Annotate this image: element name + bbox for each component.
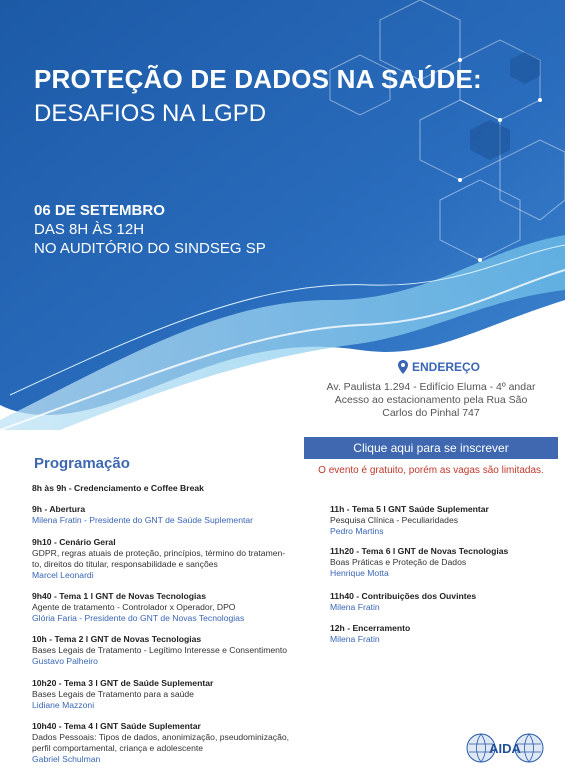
program-item <box>32 634 287 667</box>
program-item-speaker: Milena Fratin <box>330 602 380 612</box>
program-item <box>32 483 204 494</box>
program-item-description: GDPR, regras atuais de proteção, princípios, término do tratamen- <box>32 548 286 558</box>
program-item-heading: 9h10 - Cenário Geral <box>32 537 116 547</box>
program-item-heading: 11h20 - Tema 6 l GNT de Novas Tecnologias <box>330 546 509 556</box>
event-time: DAS 8H ÀS 12H <box>34 221 145 238</box>
program-item-description: perfil comportamental, criança e adolescente <box>32 743 204 753</box>
event-title-line1: PROTEÇÃO DE DADOS NA SAÚDE: <box>34 64 482 94</box>
program-item-description: Agente de tratamento - Controlador x Operador, DPO <box>32 602 236 612</box>
program-item-description: Pesquisa Clínica - Peculiaridades <box>330 515 459 525</box>
address-line: Carlos do Pinhal 747 <box>382 407 480 419</box>
program-item-description: Boas Práticas e Proteção de Dados <box>330 557 467 567</box>
address-heading <box>398 360 480 374</box>
logo-text: AIDA <box>489 741 521 756</box>
address-lines <box>300 381 562 420</box>
program-item <box>32 591 244 624</box>
program-item-description: Bases Legais de Tratamento - Legítimo Interesse e Consentimento <box>32 645 288 655</box>
program-item-speaker: Lidiane Mazzoni <box>32 700 95 710</box>
program-item-heading: 11h40 - Contribuições dos Ouvintes <box>330 591 477 601</box>
program-item-speaker: Glória Faria - Presidente do GNT de Novas Tecnologias <box>32 613 245 623</box>
map-pin-icon <box>398 360 408 374</box>
program-item-heading: 11h - Tema 5 l GNT Saúde Suplementar <box>330 504 489 514</box>
program-title: Programação <box>34 455 130 472</box>
free-event-note: O evento é gratuito, porém as vagas são limitadas. <box>318 465 544 476</box>
program-item <box>32 678 213 711</box>
program-item <box>32 537 285 581</box>
program-item <box>32 504 253 526</box>
program-item-speaker: Gustavo Palheiro <box>32 656 98 666</box>
aida-logo <box>466 730 544 766</box>
program-item-speaker: Gabriel Schulman <box>32 754 101 764</box>
event-title-line2: DESAFIOS NA LGPD <box>34 100 267 127</box>
address-line: Av. Paulista 1.294 - Edifício Eluma - 4º andar <box>326 381 536 393</box>
program-item-heading: 10h40 - Tema 4 l GNT Saúde Suplementar <box>32 721 201 731</box>
program-item-heading: 8h às 9h - Credenciamento e Coffee Break <box>32 483 204 493</box>
signup-button[interactable]: Clique aqui para se inscrever <box>304 437 558 459</box>
program-item-heading: 9h - Abertura <box>32 504 86 514</box>
program-item-description: Bases Legais de Tratamento para a saúde <box>32 689 194 699</box>
program-item-description: to, direitos do titular, responsabilidade e sanções <box>32 559 218 569</box>
program-item <box>330 623 410 645</box>
program-item-speaker: Marcel Leonardi <box>32 570 94 580</box>
program-item-heading: 10h - Tema 2 l GNT de Novas Tecnologias <box>32 634 202 644</box>
program-item-heading: 10h20 - Tema 3 l GNT de Saúde Suplementar <box>32 678 214 688</box>
program-item-speaker: Milena Fratin <box>330 634 380 644</box>
program-item <box>330 504 489 537</box>
program-item <box>330 591 476 613</box>
program-item-description: Dados Pessoais: Tipos de dados, anonimização, pseudominização, <box>32 732 290 742</box>
program-item <box>32 721 289 765</box>
program-item <box>330 546 508 579</box>
event-venue: NO AUDITÓRIO DO SINDSEG SP <box>34 240 266 257</box>
address-heading-label: ENDEREÇO <box>412 360 481 374</box>
program-item-heading: 9h40 - Tema 1 l GNT de Novas Tecnologias <box>32 591 206 601</box>
program-item-speaker: Henrique Motta <box>330 568 389 578</box>
program-item-speaker: Pedro Martins <box>330 526 384 536</box>
event-date: 06 DE SETEMBRO <box>34 202 165 219</box>
program-item-speaker: Milena Fratin - Presidente do GNT de Saúde Suplementar <box>32 515 254 525</box>
address-line: Acesso ao estacionamento pela Rua São <box>334 394 528 406</box>
program-item-heading: 12h - Encerramento <box>330 623 411 633</box>
